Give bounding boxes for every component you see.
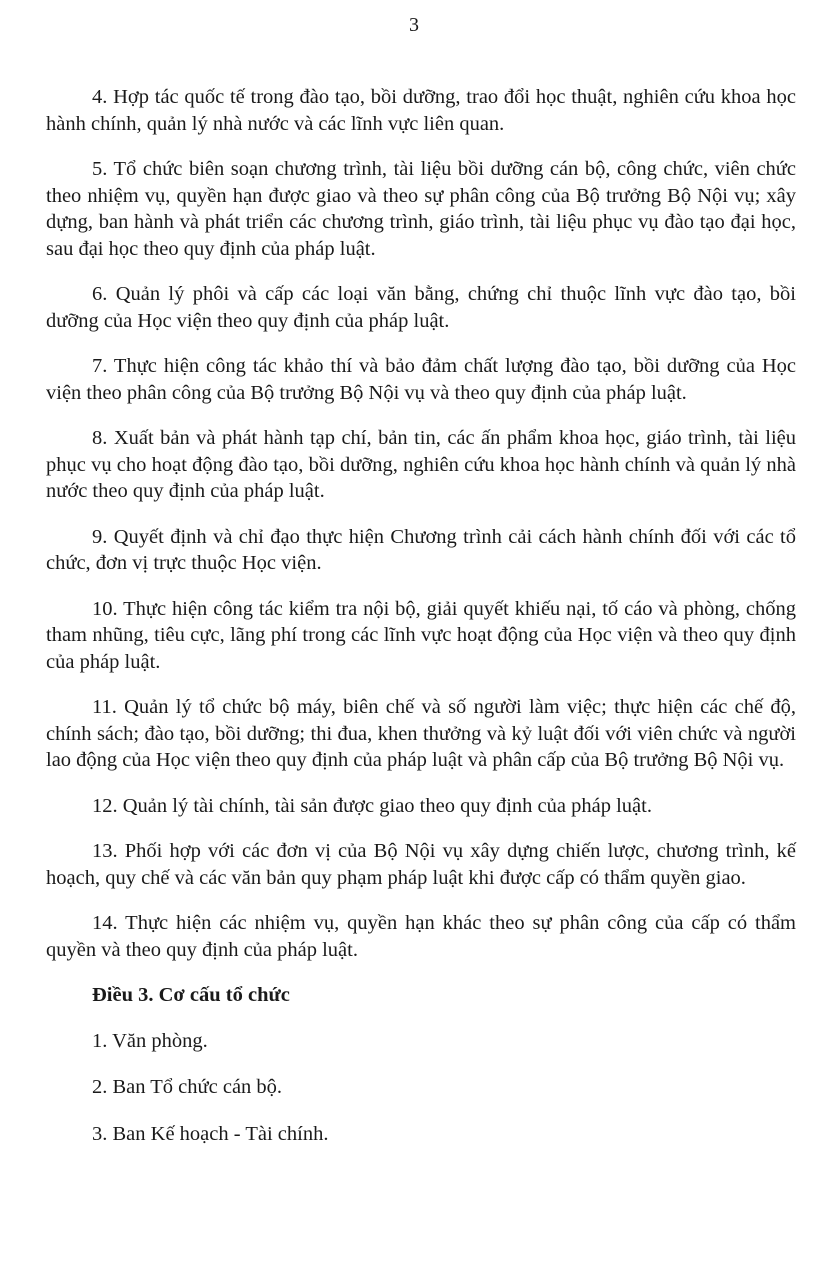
paragraph-item-13: 13. Phối hợp với các đơn vị của Bộ Nội vụ xây dựng chiến lược, chương trình, kế hoạch, quy chế và các văn bản quy phạm pháp luật khi được cấp có thẩm quyền giao. <box>46 840 796 889</box>
paragraph-item-7: 7. Thực hiện công tác khảo thí và bảo đảm chất lượng đào tạo, bồi dưỡng của Học viện theo phân công của Bộ trưởng Bộ Nội vụ và theo quy định của pháp luật. <box>46 355 796 404</box>
org-unit-item: 1. Văn phòng. <box>92 1029 208 1052</box>
paragraph-item-6: 6. Quản lý phôi và cấp các loại văn bằng, chứng chỉ thuộc lĩnh vực đào tạo, bồi dưỡng của Học viện theo quy định của pháp luật. <box>46 283 796 332</box>
document-body <box>46 84 796 1167</box>
org-unit-item: 2. Ban Tổ chức cán bộ. <box>92 1076 283 1098</box>
page-number: 3 <box>409 14 419 36</box>
paragraph-item-4: 4. Hợp tác quốc tế trong đào tạo, bồi dưỡng, trao đổi học thuật, nghiên cứu khoa học hành chính, quản lý nhà nước và các lĩnh vực liên quan. <box>46 86 796 135</box>
org-unit-item: 3. Ban Kế hoạch - Tài chính. <box>92 1122 329 1145</box>
article-3-heading: Điều 3. Cơ cấu tổ chức <box>92 984 290 1006</box>
paragraph-item-12: 12. Quản lý tài chính, tài sản được giao theo quy định của pháp luật. <box>92 794 652 817</box>
paragraph-item-8: 8. Xuất bản và phát hành tạp chí, bản tin, các ấn phẩm khoa học, giáo trình, tài liệu phục vụ cho hoạt động đào tạo, bồi dưỡng, nghiên cứu khoa học hành chính và quản lý nhà nước theo quy định của pháp luật. <box>46 427 796 502</box>
paragraph-item-10: 10. Thực hiện công tác kiểm tra nội bộ, giải quyết khiếu nại, tố cáo và phòng, chống tham nhũng, tiêu cực, lãng phí trong các lĩnh vực hoạt động của Học viện và theo quy định của pháp luật. <box>46 597 796 673</box>
paragraph-item-5: 5. Tổ chức biên soạn chương trình, tài liệu bồi dưỡng cán bộ, công chức, viên chức theo nhiệm vụ, quyền hạn được giao và theo sự phân công của Bộ trưởng Bộ Nội vụ; xây dựng, ban hành và phát triển các chương trình, giáo trình, tài liệu phục vụ đào tạo đại học, sau đại học theo quy định của pháp luật. <box>46 158 796 260</box>
paragraph-item-11: 11. Quản lý tổ chức bộ máy, biên chế và số người làm việc; thực hiện các chế độ, chính sách; đào tạo, bồi dưỡng; thi đua, khen thưởng và kỷ luật đối với viên chức và người lao động của Học viện theo quy định của pháp luật và phân cấp của Bộ trưởng Bộ Nội vụ. <box>46 696 796 771</box>
paragraph-item-9: 9. Quyết định và chỉ đạo thực hiện Chương trình cải cách hành chính đối với các tổ chức, đơn vị trực thuộc Học viện. <box>46 525 796 574</box>
paragraph-item-14: 14. Thực hiện các nhiệm vụ, quyền hạn khác theo sự phân công của cấp có thẩm quyền và theo quy định của pháp luật. <box>46 912 796 961</box>
